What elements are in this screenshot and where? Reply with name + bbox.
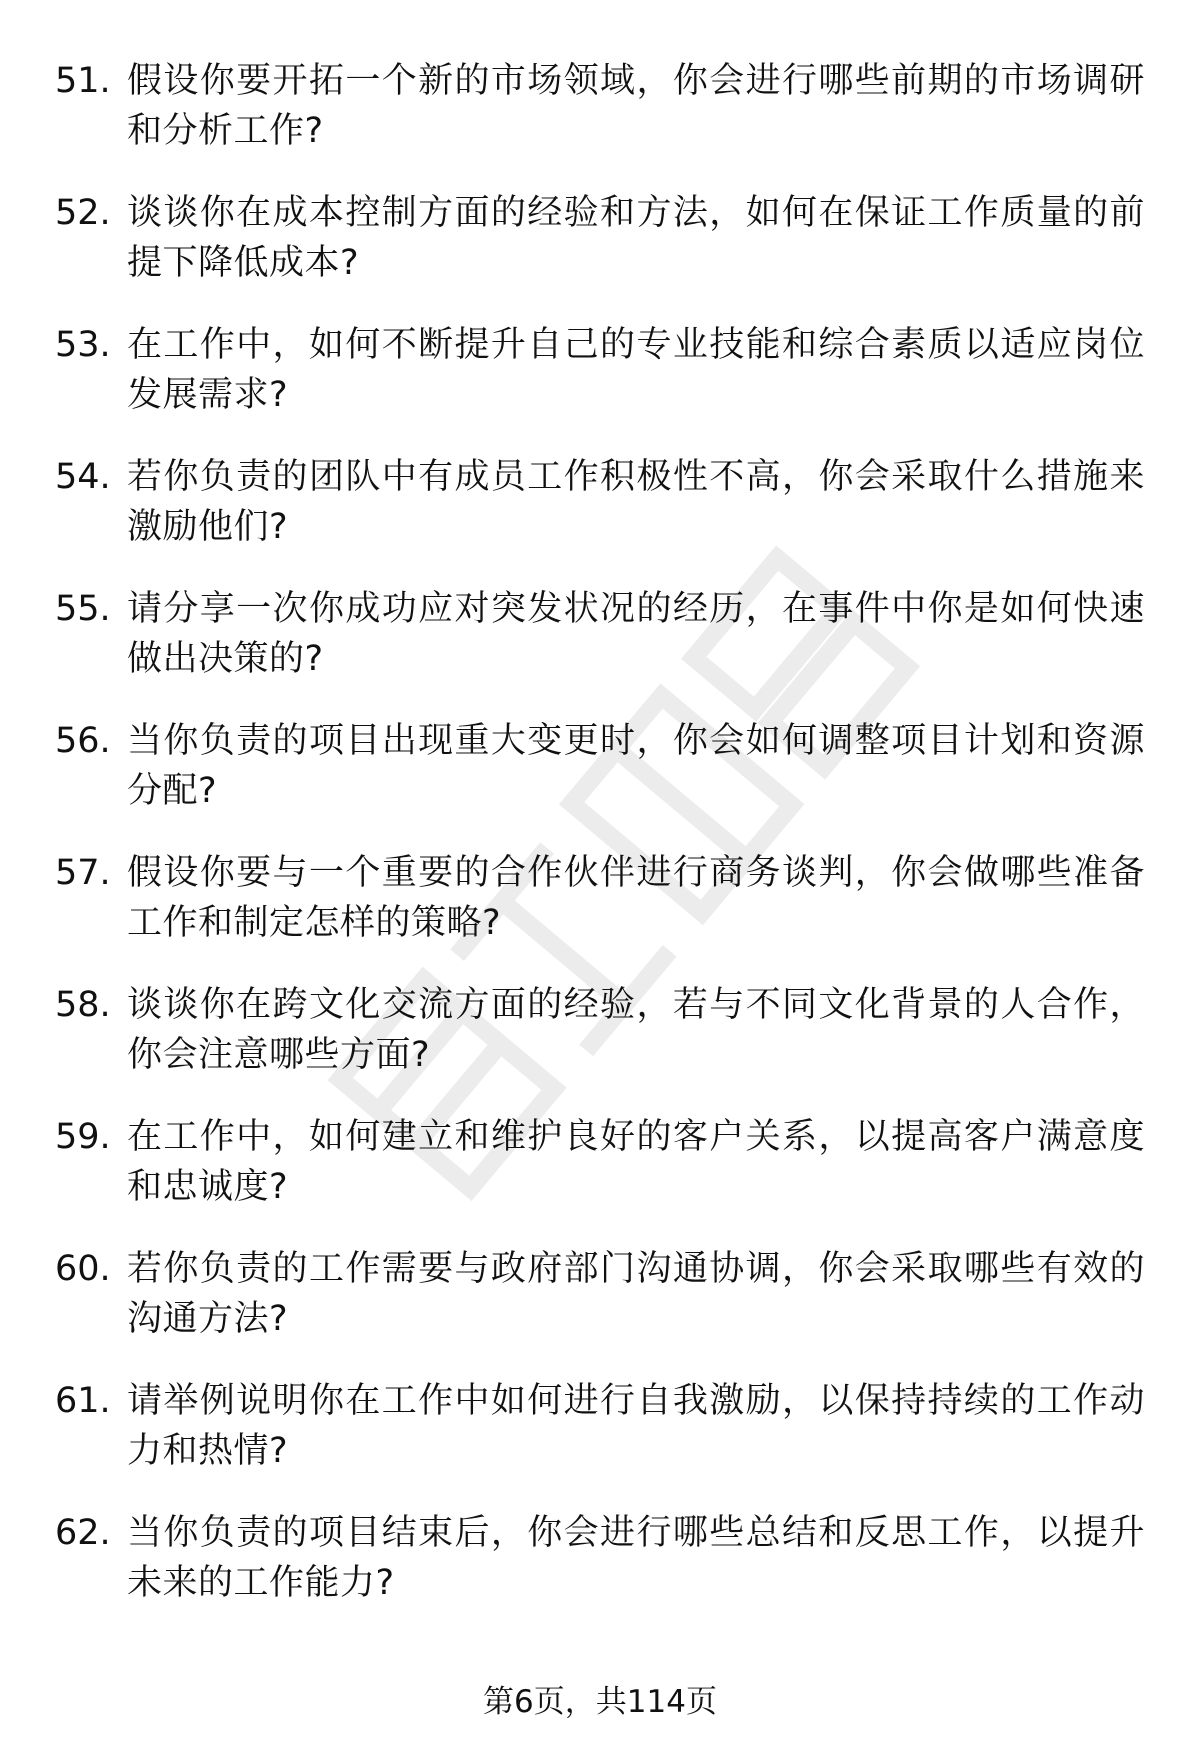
question-text: 假设你要开拓一个新的市场领域，你会进行哪些前期的市场调研和分析工作? — [127, 61, 1145, 151]
question-text: 当你负责的项目出现重大变更时，你会如何调整项目计划和资源分配? — [127, 721, 1145, 811]
question-text: 请举例说明你在工作中如何进行自我激励，以保持持续的工作动力和热情? — [127, 1381, 1145, 1471]
question-text: 假设你要与一个重要的合作伙伴进行商务谈判，你会做哪些准备工作和制定怎样的策略? — [127, 853, 1145, 943]
question-text: 请分享一次你成功应对突发状况的经历，在事件中你是如何快速做出决策的? — [127, 589, 1145, 679]
question-text: 在工作中，如何建立和维护良好的客户关系，以提高客户满意度和忠诚度? — [127, 1117, 1145, 1207]
question-text: 谈谈你在成本控制方面的经验和方法，如何在保证工作质量的前提下降低成本? — [127, 193, 1145, 283]
list-item — [55, 1508, 1145, 1640]
question-number: 58. — [55, 985, 111, 1025]
list-item — [55, 56, 1145, 188]
question-text: 若你负责的工作需要与政府部门沟通协调，你会采取哪些有效的沟通方法? — [127, 1249, 1145, 1339]
question-number: 60. — [55, 1249, 111, 1289]
list-item — [55, 980, 1145, 1112]
question-number: 53. — [55, 325, 111, 365]
list-item — [55, 1376, 1145, 1508]
list-item — [55, 188, 1145, 320]
question-number: 52. — [55, 193, 111, 233]
question-number: 51. — [55, 61, 111, 101]
question-number: 54. — [55, 457, 111, 497]
question-text: 在工作中，如何不断提升自己的专业技能和综合素质以适应岗位发展需求? — [127, 325, 1145, 415]
question-number: 56. — [55, 721, 111, 761]
question-number: 61. — [55, 1381, 111, 1421]
list-item — [55, 848, 1145, 980]
list-item — [55, 1112, 1145, 1244]
question-number: 55. — [55, 589, 111, 629]
question-number: 57. — [55, 853, 111, 893]
question-list — [55, 56, 1145, 1640]
question-text: 当你负责的项目结束后，你会进行哪些总结和反思工作，以提升未来的工作能力? — [127, 1513, 1145, 1603]
question-number: 59. — [55, 1117, 111, 1157]
page-number: 第6页，共114页 — [483, 1684, 717, 1720]
list-item — [55, 320, 1145, 452]
list-item — [55, 452, 1145, 584]
list-item — [55, 1244, 1145, 1376]
list-item — [55, 584, 1145, 716]
question-text: 谈谈你在跨文化交流方面的经验，若与不同文化背景的人合作，你会注意哪些方面? — [127, 985, 1145, 1075]
question-number: 62. — [55, 1513, 111, 1553]
question-text: 若你负责的团队中有成员工作积极性不高，你会采取什么措施来激励他们? — [127, 457, 1145, 547]
list-item — [55, 716, 1145, 848]
